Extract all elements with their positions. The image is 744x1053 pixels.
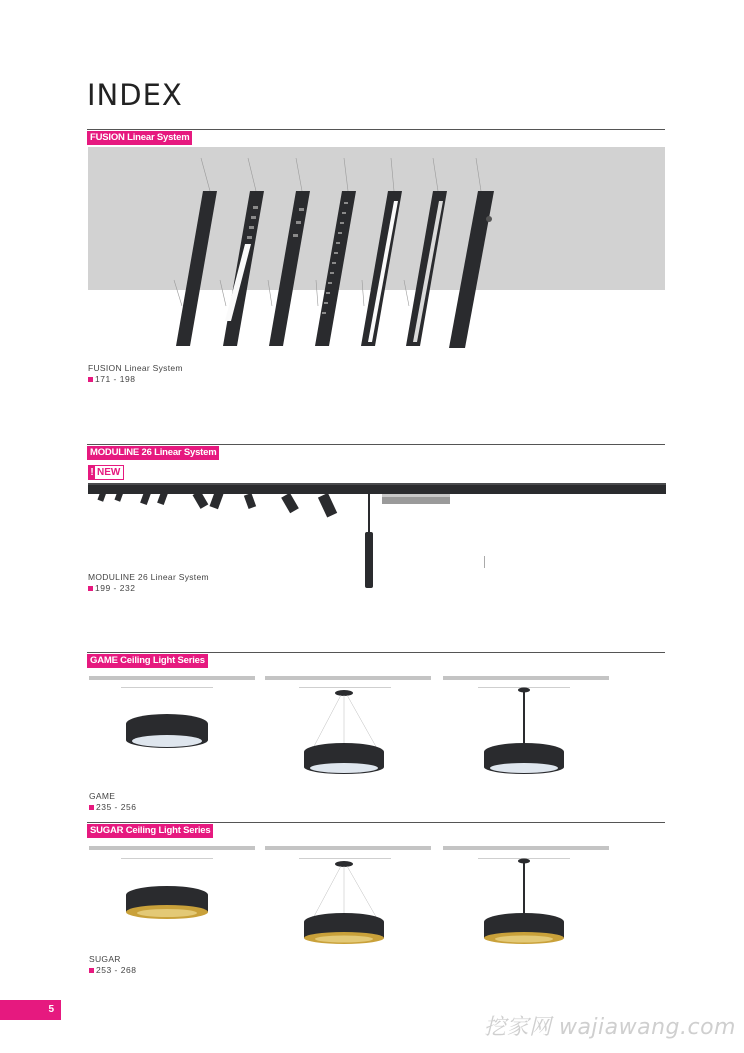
section-divider [87,444,665,445]
product-header-bar [443,676,609,680]
sugar-product-images [89,852,609,952]
moduline-caption: MODULINE 26 Linear System [88,572,209,582]
page-number: 5 [0,1000,61,1020]
moduline-page-range [88,583,135,593]
pink-square-icon [89,968,94,973]
section-tag-moduline: MODULINE 26 Linear System [87,446,219,460]
pink-square-icon [89,805,94,810]
game-product-images [89,682,609,782]
fusion-page-range [88,374,135,384]
pink-square-icon [88,586,93,591]
product-header-bar [265,846,431,850]
section-divider [87,822,665,823]
game-page-range [89,802,136,812]
section-divider [87,129,665,130]
exclamation-icon: ! [90,467,94,478]
sugar-pages-text: 253 - 268 [96,965,137,975]
section-divider [87,652,665,653]
fusion-product-image [88,146,665,356]
product-header-bar [89,846,255,850]
product-header-bar [443,846,609,850]
section-tag-fusion: FUSION Linear System [87,131,192,145]
moduline-pages-text: 199 - 232 [95,583,136,593]
new-badge [88,465,124,480]
fusion-pages-text: 171 - 198 [95,374,136,384]
product-header-bar [265,676,431,680]
game-pages-text: 235 - 256 [96,802,137,812]
watermark: 挖家网 wajiawang.com [483,1015,736,1040]
game-caption: GAME [89,791,116,801]
new-badge-label: NEW [97,467,121,478]
section-tag-sugar: SUGAR Ceiling Light Series [87,824,213,838]
sugar-caption: SUGAR [89,954,121,964]
pink-square-icon [88,377,93,382]
sugar-page-range [89,965,136,975]
section-tag-game: GAME Ceiling Light Series [87,654,208,668]
page-title: INDEX [87,78,183,112]
fusion-caption: FUSION Linear System [88,363,183,373]
product-header-bar [89,676,255,680]
